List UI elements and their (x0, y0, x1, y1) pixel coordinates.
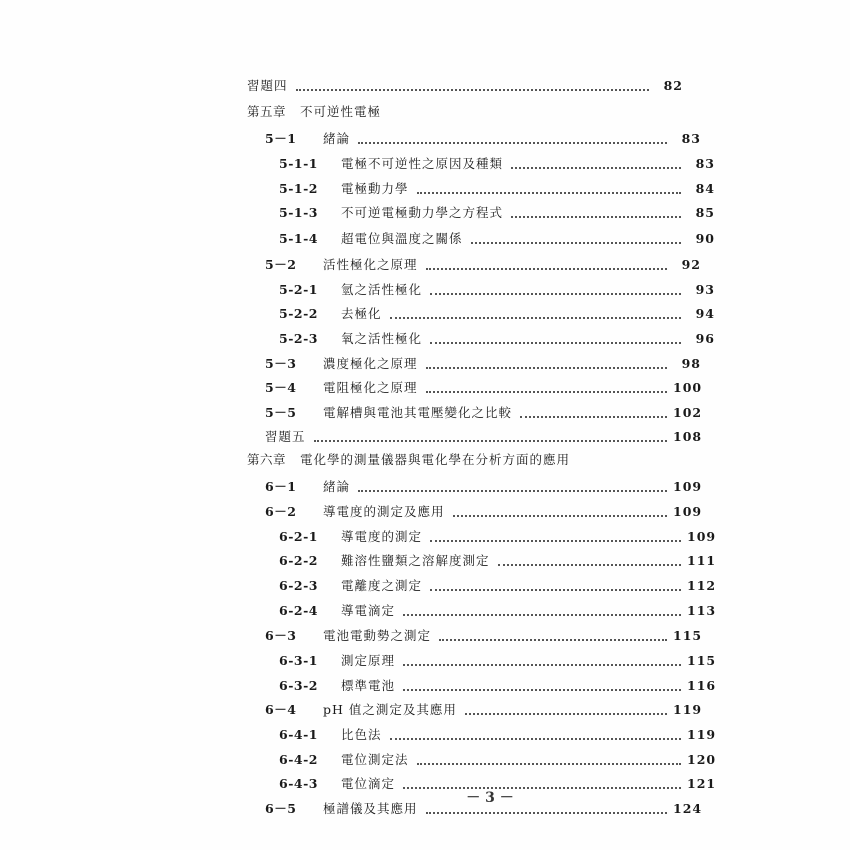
toc-entry-exercise (247, 421, 701, 445)
toc-entry-subsection (247, 148, 715, 172)
toc-entry-subsection (247, 570, 715, 594)
toc-entry-title: 習題四 (247, 78, 288, 93)
toc-entry-chapter (247, 96, 683, 120)
dot-leader (426, 367, 667, 369)
toc-entry-number: 5-1-2 (279, 181, 318, 196)
dot-leader (453, 515, 667, 517)
toc-entry-number: 5-1-1 (279, 156, 318, 171)
toc-entry-number: 5－5 (265, 405, 297, 420)
toc-entry-page: 108 (673, 429, 703, 444)
toc-entry-title: 電池電動勢之測定 (323, 628, 432, 643)
toc-entry-title: 電解槽與電池其電壓變化之比較 (323, 405, 513, 420)
toc-entry-number: 5-2-3 (279, 331, 318, 346)
toc-entry-subsection (247, 645, 715, 669)
toc-entry-title: 極譜儀及其應用 (323, 801, 418, 816)
toc-entry-number: 6-4-3 (279, 776, 318, 791)
toc-entry-number: 6-4-2 (279, 752, 318, 767)
toc-entry-section (247, 620, 701, 644)
toc-entry-title: 習題五 (265, 429, 306, 444)
toc-entry-title: 緒論 (323, 131, 351, 146)
toc-entry-number: 6－4 (265, 702, 297, 717)
toc-entry-title: 電阻極化之原理 (323, 380, 418, 395)
dot-leader (430, 342, 681, 344)
dot-leader (430, 540, 681, 542)
toc-entry-title: pH 值之測定及其應用 (323, 702, 457, 717)
toc-entry-number: 6-3-2 (279, 678, 318, 693)
dot-leader (426, 812, 667, 814)
toc-entry-title: 比色法 (341, 727, 382, 742)
toc-entry-title: 去極化 (341, 306, 382, 321)
toc-entry-page: 93 (695, 282, 715, 297)
toc-entry-title: 電極不可逆性之原因及種類 (341, 156, 504, 171)
toc-entry-number: 6-2-4 (279, 603, 318, 618)
toc-entry-number: 5－1 (265, 131, 297, 146)
toc-entry-number: 6-3-1 (279, 653, 318, 668)
toc-entry-subsection (247, 223, 715, 247)
toc-entry-title: 電離度之測定 (341, 578, 423, 593)
toc-entry-number: 5-2-2 (279, 306, 318, 321)
toc-entry-number: 5-2-1 (279, 282, 318, 297)
toc-entry-page: 90 (695, 231, 715, 246)
toc-entry-title: 電位測定法 (341, 752, 409, 767)
dot-leader (511, 216, 681, 218)
toc-entry-title: 電位滴定 (341, 776, 396, 791)
toc-entry-title: 電極動力學 (341, 181, 409, 196)
toc-entry-page: 100 (673, 380, 703, 395)
toc-entry-number: 6－2 (265, 504, 297, 519)
toc-entry-section (247, 397, 701, 421)
toc-entry-number: 第五章 (247, 104, 287, 119)
toc-entry-page: 109 (673, 504, 703, 519)
toc-entry-page: 121 (687, 776, 717, 791)
toc-entry-page: 120 (687, 752, 717, 767)
toc-entry-title: 電化學的測量儀器與電化學在分析方面的應用 (300, 452, 571, 467)
toc-entry-number: 5－4 (265, 380, 297, 395)
dot-leader (403, 689, 681, 691)
toc-entry-number: 5－2 (265, 257, 297, 272)
dot-leader (390, 738, 681, 740)
toc-entry-title: 導電度的測定 (341, 529, 423, 544)
toc-entry-page: 115 (687, 653, 717, 668)
toc-entry-number: 5－3 (265, 356, 297, 371)
toc-entry-section (247, 694, 701, 718)
toc-entry-subsection (247, 670, 715, 694)
toc-entry-title: 緒論 (323, 479, 351, 494)
toc-entry-title: 導電度的測定及應用 (323, 504, 445, 519)
toc-entry-title: 氫之活性極化 (341, 282, 423, 297)
toc-entry-title: 標準電池 (341, 678, 396, 693)
dot-leader (511, 167, 681, 169)
toc-entry-subsection (247, 274, 715, 298)
toc-entry-number: 6-2-2 (279, 553, 318, 568)
dot-leader (426, 268, 667, 270)
toc-entry-title: 不可逆電極動力學之方程式 (341, 205, 504, 220)
dot-leader (465, 713, 667, 715)
toc-entry-page: 119 (673, 702, 703, 717)
dot-leader (358, 142, 667, 144)
toc-entry-page: 82 (663, 78, 683, 93)
toc-entry-subsection (247, 521, 715, 545)
toc-entry-title: 難溶性鹽類之溶解度測定 (341, 553, 490, 568)
toc-entry-section (247, 496, 701, 520)
toc-entry-page: 119 (687, 727, 717, 742)
toc-entry-number: 第六章 (247, 452, 287, 467)
dot-leader (403, 664, 681, 666)
dot-leader (403, 787, 681, 789)
toc-entry-section (247, 123, 701, 147)
toc-entry-title: 導電滴定 (341, 603, 396, 618)
dot-leader (439, 639, 667, 641)
toc-entry-title: 不可逆性電極 (300, 104, 382, 119)
toc-entry-page: 112 (687, 578, 717, 593)
toc-entry-subsection (247, 545, 715, 569)
toc-entry-section (247, 249, 701, 273)
toc-entry-page: 102 (673, 405, 703, 420)
toc-entry-page: 84 (695, 181, 715, 196)
toc-entry-page: 109 (687, 529, 717, 544)
toc-entry-title: 測定原理 (341, 653, 396, 668)
toc-entry-number: 6-4-1 (279, 727, 318, 742)
toc-entry-title: 超電位與溫度之關係 (341, 231, 463, 246)
toc-entry-chapter (247, 444, 683, 468)
toc-entry-page: 85 (695, 205, 715, 220)
toc-entry-title: 濃度極化之原理 (323, 356, 418, 371)
toc-entry-subsection (247, 298, 715, 322)
toc-entry-page: 83 (681, 131, 701, 146)
toc-entry-section (247, 471, 701, 495)
toc-entry-title: 活性極化之原理 (323, 257, 418, 272)
toc-entry-page: 124 (673, 801, 703, 816)
toc-entry-section (247, 372, 701, 396)
dot-leader (430, 293, 681, 295)
toc-entry-subsection (247, 323, 715, 347)
dot-leader (426, 391, 667, 393)
toc-entry-exercise (247, 70, 683, 94)
toc-entry-page: 111 (687, 553, 717, 568)
toc-entry-subsection (247, 744, 715, 768)
toc-entry-page: 113 (687, 603, 717, 618)
page-number-footer: － 3 － (466, 790, 514, 806)
toc-entry-page: 116 (687, 678, 717, 693)
toc-entry-page: 94 (695, 306, 715, 321)
toc-entry-number: 5-1-3 (279, 205, 318, 220)
toc-entry-page: 96 (695, 331, 715, 346)
dot-leader (403, 614, 681, 616)
toc-entry-number: 6-2-3 (279, 578, 318, 593)
dot-leader (471, 242, 681, 244)
dot-leader (498, 564, 681, 566)
toc-entry-subsection (247, 719, 715, 743)
toc-entry-page: 109 (673, 479, 703, 494)
toc-entry-title: 氧之活性極化 (341, 331, 423, 346)
toc-entry-page: 98 (681, 356, 701, 371)
toc-entry-subsection (247, 197, 715, 221)
toc-entry-number: 5-1-4 (279, 231, 318, 246)
toc-entry-number: 6-2-1 (279, 529, 318, 544)
dot-leader (358, 490, 667, 492)
toc-entry-page: 115 (673, 628, 703, 643)
dot-leader (417, 763, 681, 765)
toc-entry-number: 6－1 (265, 479, 297, 494)
toc-entry-section (247, 348, 701, 372)
dot-leader (296, 89, 649, 91)
dot-leader (520, 416, 667, 418)
dot-leader (390, 317, 681, 319)
dot-leader (314, 440, 667, 442)
toc-entry-number: 6－3 (265, 628, 297, 643)
toc-entry-page: 83 (695, 156, 715, 171)
toc-entry-page: 92 (681, 257, 701, 272)
toc-entry-subsection (247, 173, 715, 197)
toc-entry-number: 6－5 (265, 801, 297, 816)
dot-leader (430, 589, 681, 591)
toc-entry-subsection (247, 595, 715, 619)
dot-leader (417, 192, 681, 194)
